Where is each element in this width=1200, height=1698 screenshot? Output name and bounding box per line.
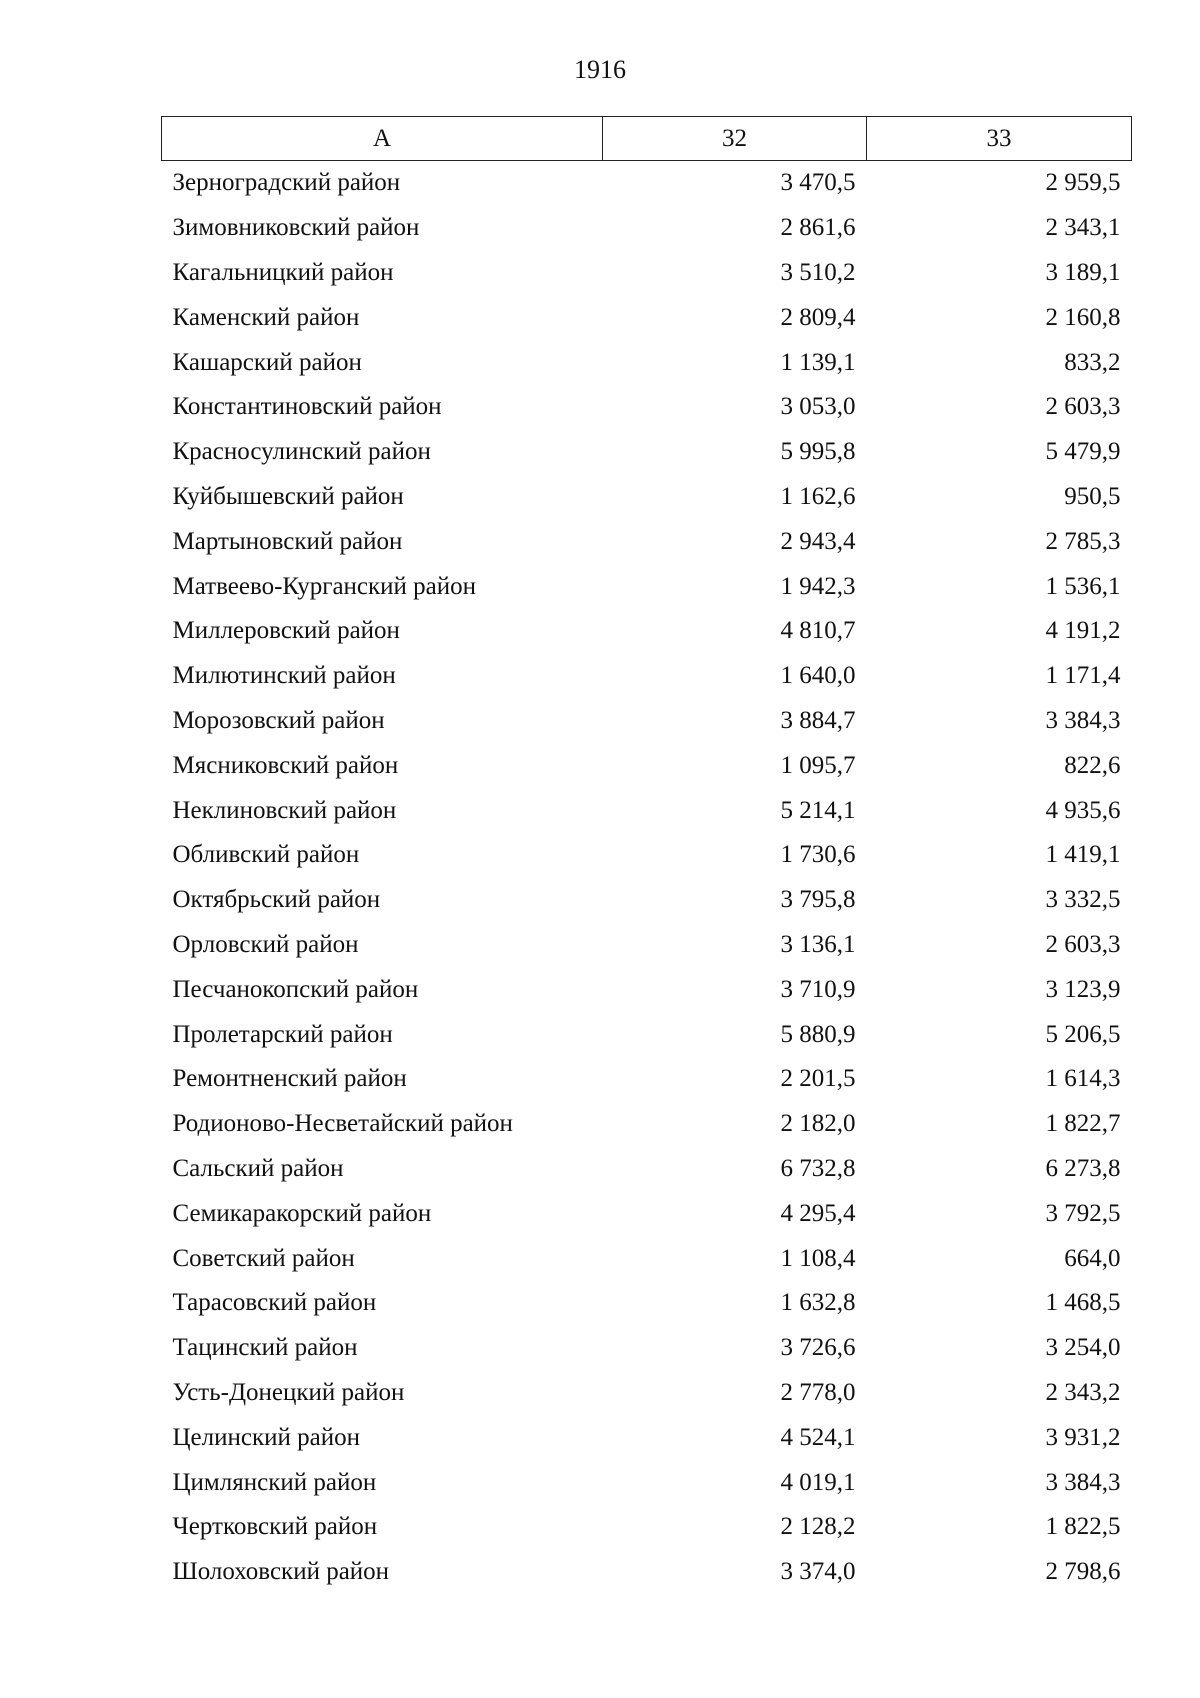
value-33-cell: 2 603,3 (1045, 393, 1121, 421)
page-number: 1916 (574, 55, 626, 84)
district-name-cell: Обливский район (172, 841, 360, 869)
value-33-cell: 664,0 (1064, 1244, 1121, 1272)
value-33-cell: 2 343,1 (1045, 214, 1121, 242)
value-32-cell: 5 995,8 (780, 438, 856, 466)
district-name-cell: Сальский район (172, 1154, 344, 1182)
value-32-cell: 2 778,0 (780, 1378, 856, 1406)
value-32-cell: 6 732,8 (780, 1154, 856, 1182)
value-32-cell: 1 108,4 (780, 1244, 856, 1272)
table-row (162, 1147, 1132, 1192)
table-row (162, 1505, 1132, 1550)
district-name-cell: Целинский район (172, 1423, 360, 1451)
value-32-cell: 3 374,0 (780, 1558, 856, 1586)
district-name-cell: Кашарский район (172, 348, 362, 376)
table-row (162, 654, 1132, 699)
value-32-cell: 2 809,4 (780, 303, 856, 331)
value-33-cell: 3 384,3 (1045, 1468, 1121, 1496)
table-row (162, 1371, 1132, 1416)
value-33-cell: 4 191,2 (1045, 617, 1121, 645)
table-row (162, 923, 1132, 968)
value-32-cell: 3 710,9 (780, 975, 856, 1003)
value-33-cell: 3 189,1 (1045, 258, 1121, 286)
table-row (162, 519, 1132, 564)
table-row (162, 743, 1132, 788)
value-32-cell: 2 861,6 (780, 214, 856, 242)
value-33-cell: 3 792,5 (1045, 1199, 1121, 1227)
table-row (162, 564, 1132, 609)
district-name-cell: Тацинский район (172, 1334, 358, 1362)
value-32-cell: 3 053,0 (780, 393, 856, 421)
table-header (162, 117, 1132, 161)
district-name-cell: Зимовниковский район (172, 214, 420, 242)
value-32-cell: 4 810,7 (780, 617, 856, 645)
value-33-cell: 1 822,7 (1045, 1110, 1121, 1138)
value-33-cell: 2 603,3 (1045, 930, 1121, 958)
value-32-cell: 3 795,8 (780, 886, 856, 914)
value-32-cell: 4 524,1 (780, 1423, 856, 1451)
value-32-cell: 1 640,0 (780, 662, 856, 690)
value-32-cell: 3 510,2 (780, 258, 856, 286)
district-name-cell: Советский район (172, 1244, 355, 1272)
value-33-cell: 1 468,5 (1045, 1289, 1121, 1317)
table-row (162, 1012, 1132, 1057)
value-33-cell: 1 171,4 (1045, 662, 1121, 690)
table-row (162, 430, 1132, 475)
table-row (162, 1057, 1132, 1102)
value-33-cell: 2 343,2 (1045, 1378, 1121, 1406)
value-33-cell: 1 419,1 (1045, 841, 1121, 869)
district-name-cell: Куйбышевский район (172, 482, 404, 510)
value-33-cell: 3 384,3 (1045, 706, 1121, 734)
district-name-cell: Цимлянский район (172, 1468, 377, 1496)
value-32-cell: 3 136,1 (780, 930, 856, 958)
table-row (162, 475, 1132, 520)
district-name-cell: Ремонтненский район (172, 1065, 407, 1093)
value-32-cell: 2 128,2 (780, 1513, 856, 1541)
data-table (161, 116, 1132, 1595)
district-name-cell: Матвеево-Курганский район (172, 572, 477, 600)
table-row (162, 1415, 1132, 1460)
table-row (162, 251, 1132, 296)
district-name-cell: Каменский район (172, 303, 360, 331)
district-name-cell: Тарасовский район (172, 1289, 377, 1317)
value-33-cell: 3 332,5 (1045, 886, 1121, 914)
value-33-cell: 833,2 (1064, 348, 1121, 376)
table-row (162, 788, 1132, 833)
value-33-cell: 4 935,6 (1045, 796, 1121, 824)
value-33-cell: 5 206,5 (1045, 1020, 1121, 1048)
table-row (162, 1236, 1132, 1281)
value-32-cell: 2 201,5 (780, 1065, 856, 1093)
value-33-cell: 5 479,9 (1045, 438, 1121, 466)
district-name-cell: Константиновский район (172, 393, 442, 421)
table-row (162, 833, 1132, 878)
value-33-cell: 3 931,2 (1045, 1423, 1121, 1451)
value-33-cell: 3 123,9 (1045, 975, 1121, 1003)
value-33-cell: 2 785,3 (1045, 527, 1121, 555)
district-name-cell: Орловский район (172, 930, 359, 958)
district-name-cell: Усть-Донецкий район (172, 1378, 405, 1406)
value-32-cell: 3 726,6 (780, 1334, 856, 1362)
value-32-cell: 1 095,7 (780, 751, 856, 779)
district-name-cell: Морозовский район (172, 706, 385, 734)
value-33-cell: 6 273,8 (1045, 1154, 1121, 1182)
value-32-cell: 5 880,9 (780, 1020, 856, 1048)
district-name-cell: Родионово-Несветайский район (172, 1110, 513, 1138)
value-32-cell: 2 182,0 (780, 1110, 856, 1138)
value-32-cell: 1 730,6 (780, 841, 856, 869)
table-body (162, 161, 1132, 1595)
value-32-cell: 3 470,5 (780, 169, 856, 197)
district-name-cell: Семикаракорский район (172, 1199, 432, 1227)
value-33-cell: 1 536,1 (1045, 572, 1121, 600)
value-33-cell: 2 798,6 (1045, 1558, 1121, 1586)
value-32-cell: 1 162,6 (780, 482, 856, 510)
table-row (162, 1281, 1132, 1326)
table-row (162, 340, 1132, 385)
value-33-cell: 3 254,0 (1045, 1334, 1121, 1362)
table-row (162, 878, 1132, 923)
district-name-cell: Миллеровский район (172, 617, 400, 645)
table-row (162, 385, 1132, 430)
table-row (162, 609, 1132, 654)
value-33-cell: 822,6 (1064, 751, 1121, 779)
district-name-cell: Шолоховский район (172, 1558, 390, 1586)
district-name-cell: Мартыновский район (172, 527, 403, 555)
value-32-cell: 4 295,4 (780, 1199, 856, 1227)
value-33-cell: 2 160,8 (1045, 303, 1121, 331)
header-cell-a: А (162, 117, 603, 161)
table-row (162, 1191, 1132, 1236)
district-name-cell: Песчанокопский район (172, 975, 419, 1003)
district-name-cell: Пролетарский район (172, 1020, 393, 1048)
value-32-cell: 1 139,1 (780, 348, 856, 376)
district-name-cell: Неклиновский район (172, 796, 397, 824)
header-cell-33: 33 (867, 117, 1132, 161)
value-32-cell: 3 884,7 (780, 706, 856, 734)
table-row (162, 1326, 1132, 1371)
header-cell-32: 32 (603, 117, 867, 161)
table-row (162, 699, 1132, 744)
value-33-cell: 950,5 (1064, 482, 1121, 510)
district-name-cell: Милютинский район (172, 662, 396, 690)
value-32-cell: 2 943,4 (780, 527, 856, 555)
value-33-cell: 2 959,5 (1045, 169, 1121, 197)
value-33-cell: 1 822,5 (1045, 1513, 1121, 1541)
table-row (162, 1460, 1132, 1505)
district-name-cell: Зерноградский район (172, 169, 401, 197)
table-row (162, 161, 1132, 206)
table-row (162, 1550, 1132, 1595)
table-row (162, 295, 1132, 340)
table-row (162, 206, 1132, 251)
value-32-cell: 1 632,8 (780, 1289, 856, 1317)
district-name-cell: Октябрьский район (172, 886, 381, 914)
district-name-cell: Красносулинский район (172, 438, 431, 466)
value-32-cell: 1 942,3 (780, 572, 856, 600)
table-row (162, 967, 1132, 1012)
value-32-cell: 4 019,1 (780, 1468, 856, 1496)
value-33-cell: 1 614,3 (1045, 1065, 1121, 1093)
header-row (162, 117, 1132, 161)
district-name-cell: Мясниковский район (172, 751, 399, 779)
district-name-cell: Чертковский район (172, 1513, 378, 1541)
table-row (162, 1102, 1132, 1147)
value-32-cell: 5 214,1 (780, 796, 856, 824)
district-name-cell: Кагальницкий район (172, 258, 394, 286)
